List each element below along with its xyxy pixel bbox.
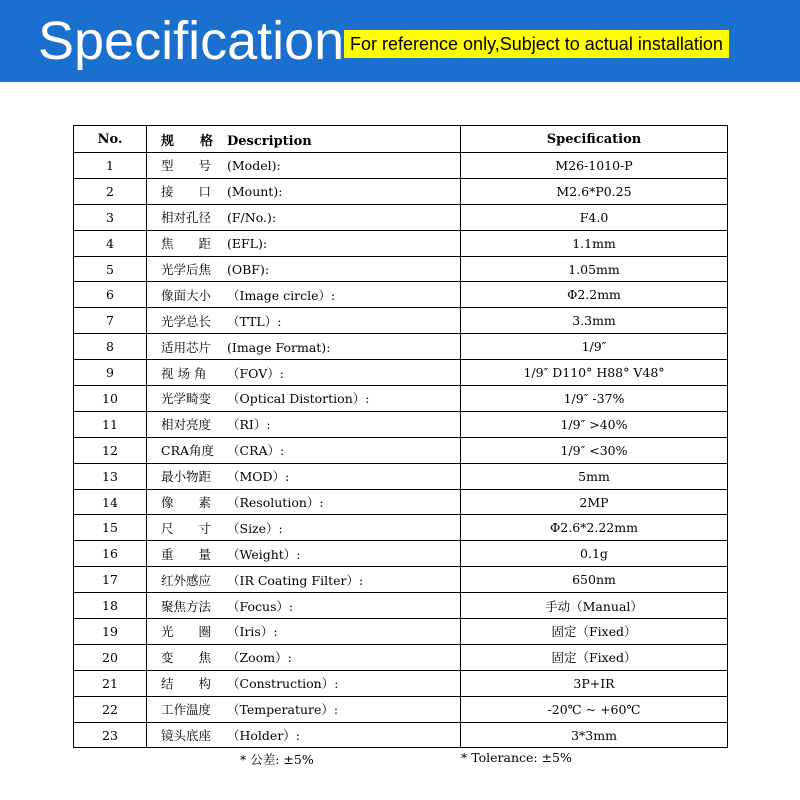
table-header-row xyxy=(74,126,728,153)
row-description xyxy=(147,541,461,567)
table-row xyxy=(74,515,728,541)
row-description xyxy=(147,489,461,515)
row-desc-zh: 像面大小 xyxy=(161,287,212,303)
row-desc-en: （CRA）: xyxy=(227,443,285,459)
row-description xyxy=(147,178,461,204)
row-spec-value: 3.3mm xyxy=(461,308,728,334)
row-description xyxy=(147,411,461,437)
row-desc-en: （Resolution）: xyxy=(227,495,324,511)
row-desc-en: （Focus）: xyxy=(227,598,294,614)
row-desc-zh: CRA角度 xyxy=(161,443,215,459)
row-number: 16 xyxy=(74,541,147,567)
table-row xyxy=(74,230,728,256)
header-description xyxy=(147,126,461,153)
row-spec-value: 1/9″ >40% xyxy=(461,411,728,437)
row-spec-value: -20℃ ~ +60℃ xyxy=(461,696,728,722)
row-number: 1 xyxy=(74,153,147,179)
row-number: 15 xyxy=(74,515,147,541)
row-description xyxy=(147,360,461,386)
row-spec-value: 固定（Fixed） xyxy=(461,644,728,670)
row-spec-value: 1.05mm xyxy=(461,256,728,282)
row-desc-en: （Zoom）: xyxy=(227,650,292,666)
row-desc-zh: 型 号 xyxy=(161,158,212,174)
header-desc-zh: 规 格 xyxy=(161,133,214,149)
row-description xyxy=(147,334,461,360)
row-desc-zh: 光学畸变 xyxy=(161,391,212,407)
row-desc-en: （Weight）: xyxy=(227,546,301,562)
row-spec-value: 0.1g xyxy=(461,541,728,567)
row-desc-en: （RI）: xyxy=(227,417,271,433)
row-description xyxy=(147,437,461,463)
row-number: 2 xyxy=(74,178,147,204)
row-desc-zh: 最小物距 xyxy=(161,469,212,485)
row-spec-value: M26-1010-P xyxy=(461,153,728,179)
row-desc-zh: 镜头底座 xyxy=(161,728,212,744)
row-description xyxy=(147,282,461,308)
row-spec-value: 650nm xyxy=(461,567,728,593)
row-number: 23 xyxy=(74,722,147,748)
row-spec-value: 5mm xyxy=(461,463,728,489)
table-row xyxy=(74,463,728,489)
row-desc-en: （Optical Distortion）: xyxy=(227,391,370,407)
table-row xyxy=(74,204,728,230)
header-banner xyxy=(0,0,800,82)
row-description xyxy=(147,153,461,179)
row-description xyxy=(147,204,461,230)
row-number: 20 xyxy=(74,644,147,670)
row-number: 11 xyxy=(74,411,147,437)
row-desc-zh: 工作温度 xyxy=(161,702,212,718)
row-desc-en: （Holder）: xyxy=(227,728,301,744)
table-row xyxy=(74,619,728,645)
row-desc-zh: 像 素 xyxy=(161,495,212,511)
disclaimer-note: For reference only,Subject to actual installation xyxy=(344,30,729,58)
table-row xyxy=(74,567,728,593)
row-description xyxy=(147,515,461,541)
row-desc-en: (EFL): xyxy=(227,236,268,252)
row-description xyxy=(147,670,461,696)
row-number: 19 xyxy=(74,619,147,645)
row-desc-en: (OBF): xyxy=(227,262,270,277)
row-desc-zh: 尺 寸 xyxy=(161,520,212,536)
row-description xyxy=(147,644,461,670)
row-desc-zh: 相对亮度 xyxy=(161,417,212,433)
row-desc-zh: 红外感应 xyxy=(161,572,212,588)
footer-tolerance-en: * Tolerance: ±5% xyxy=(461,750,572,765)
row-desc-zh: 变 焦 xyxy=(161,650,212,666)
table-row xyxy=(74,437,728,463)
row-spec-value: F4.0 xyxy=(461,204,728,230)
row-spec-value: 2MP xyxy=(461,489,728,515)
row-spec-value: Φ2.6*2.22mm xyxy=(461,515,728,541)
row-desc-en: （FOV）: xyxy=(227,365,284,381)
row-description xyxy=(147,386,461,412)
row-number: 21 xyxy=(74,670,147,696)
row-number: 18 xyxy=(74,593,147,619)
table-row xyxy=(74,153,728,179)
row-number: 7 xyxy=(74,308,147,334)
row-desc-zh: 重 量 xyxy=(161,546,212,562)
row-description xyxy=(147,619,461,645)
header-no: No. xyxy=(74,126,147,153)
row-desc-en: （Iris）: xyxy=(227,624,278,640)
row-number: 3 xyxy=(74,204,147,230)
table-row xyxy=(74,670,728,696)
row-spec-value: 1/9″ <30% xyxy=(461,437,728,463)
row-number: 13 xyxy=(74,463,147,489)
row-desc-zh: 光学后焦 xyxy=(161,262,212,277)
row-desc-zh: 聚焦方法 xyxy=(161,598,212,614)
page-title: Specification xyxy=(38,11,345,71)
row-number: 5 xyxy=(74,256,147,282)
table-row xyxy=(74,411,728,437)
row-number: 6 xyxy=(74,282,147,308)
table-row xyxy=(74,541,728,567)
row-spec-value: 3*3mm xyxy=(461,722,728,748)
table-row xyxy=(74,308,728,334)
row-desc-en: (Mount): xyxy=(227,184,283,200)
row-description xyxy=(147,308,461,334)
row-desc-en: (F/No.): xyxy=(227,210,277,226)
row-description xyxy=(147,463,461,489)
row-number: 14 xyxy=(74,489,147,515)
table-row xyxy=(74,593,728,619)
table-row xyxy=(74,386,728,412)
table-row xyxy=(74,722,728,748)
row-number: 12 xyxy=(74,437,147,463)
row-number: 17 xyxy=(74,567,147,593)
row-desc-en: （TTL）: xyxy=(227,313,282,329)
table-row xyxy=(74,360,728,386)
row-desc-zh: 焦 距 xyxy=(161,236,212,252)
row-spec-value: 手动（Manual） xyxy=(461,593,728,619)
row-number: 4 xyxy=(74,230,147,256)
row-spec-value: 3P+IR xyxy=(461,670,728,696)
row-spec-value: 固定（Fixed） xyxy=(461,619,728,645)
row-spec-value: 1/9″ xyxy=(461,334,728,360)
row-description xyxy=(147,567,461,593)
table-row xyxy=(74,334,728,360)
table-row xyxy=(74,644,728,670)
table-body xyxy=(74,153,728,748)
row-description xyxy=(147,593,461,619)
footer-tolerance-zh: * 公差: ±5% xyxy=(240,752,314,767)
table-row xyxy=(74,696,728,722)
header-specification: Specification xyxy=(461,126,728,153)
row-number: 9 xyxy=(74,360,147,386)
row-desc-en: （Temperature）: xyxy=(227,702,339,718)
row-spec-value: M2.6*P0.25 xyxy=(461,178,728,204)
row-desc-en: （Size）: xyxy=(227,520,283,536)
row-desc-zh: 光学总长 xyxy=(161,313,212,329)
row-spec-value: Φ2.2mm xyxy=(461,282,728,308)
row-desc-en: （Construction）: xyxy=(227,676,339,692)
row-number: 22 xyxy=(74,696,147,722)
header-desc-en: Description xyxy=(227,133,312,149)
row-desc-en: （Image circle）: xyxy=(227,287,336,303)
row-description xyxy=(147,722,461,748)
table-row xyxy=(74,256,728,282)
row-desc-en: (Image Format): xyxy=(227,339,331,355)
row-description xyxy=(147,696,461,722)
row-spec-value: 1.1mm xyxy=(461,230,728,256)
row-number: 8 xyxy=(74,334,147,360)
row-desc-zh: 相对孔径 xyxy=(161,210,212,226)
row-description xyxy=(147,230,461,256)
row-desc-en: （MOD）: xyxy=(227,469,290,485)
row-description xyxy=(147,256,461,282)
spec-table xyxy=(73,125,728,748)
row-spec-value: 1/9″ -37% xyxy=(461,386,728,412)
row-desc-zh: 适用芯片 xyxy=(161,339,212,355)
row-desc-zh: 光 圈 xyxy=(161,624,212,640)
row-desc-zh: 结 构 xyxy=(161,676,212,692)
row-number: 10 xyxy=(74,386,147,412)
table-row xyxy=(74,489,728,515)
row-spec-value: 1/9″ D110° H88° V48° xyxy=(461,360,728,386)
row-desc-en: (Model): xyxy=(227,158,281,174)
row-desc-zh: 接 口 xyxy=(161,184,212,200)
row-desc-en: （IR Coating Filter）: xyxy=(227,572,364,588)
table-row xyxy=(74,282,728,308)
row-desc-zh: 视 场 角 xyxy=(161,365,207,381)
table-row xyxy=(74,178,728,204)
